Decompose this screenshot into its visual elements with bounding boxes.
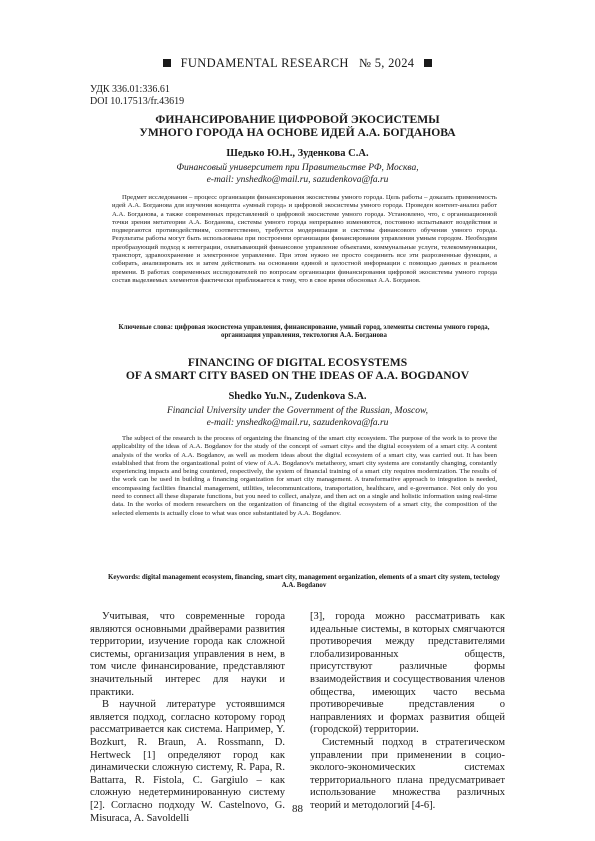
paragraph: Системный подход в стратегическом управлении при применении в социо-эколого-экономических системах территориального плана предусматривает использование множества различных теорий и методологий [4-6].	[310, 736, 505, 811]
email-ru: e-mail: ynshedko@mail.ru, sazudenkova@fa.ru	[206, 174, 389, 185]
page-number: 88	[292, 803, 303, 815]
journal-issue: № 5, 2024	[359, 56, 415, 70]
title-en-line2: OF A SMART CITY BASED ON THE IDEAS OF A.A. BOGDANOV	[125, 369, 470, 382]
doi: DOI 10.17513/fr.43619	[90, 95, 185, 107]
journal-name: FUNDAMENTAL RESEARCH	[180, 56, 349, 70]
paragraph: [3], города можно рассматривать как идеальные системы, в которых смягчаются противоречия между представителями глобализированных обществ, присутствуют различные формы взаимодействия и сосуществования членов общества, имеющих часто весьма противоречивые представления о направлениях и формах развития общей (городской) территории.	[310, 611, 505, 736]
body-column-right	[310, 611, 505, 813]
email-en: e-mail: ynshedko@mail.ru, sazudenkova@fa.ru	[206, 417, 389, 428]
affiliation-ru-text: Финансовый университет при Правительстве РФ, Москва,	[176, 163, 419, 173]
paragraph: В научной литературе устоявшимся является подход, согласно которому город рассматривается как система. Например, Y. Bozkurt, R. Braun, A. Rossmann, D. Hertweck [1] определяют город как динамически сложную систему, R. Papa, R. Battarra, R. Fistola, C. Gargiulo – как сложную недетерминированную систему [2]. Согласно подходу W. Castelnovo, G. Misuraca, A. Savoldelli	[90, 699, 285, 824]
affiliation-english	[90, 406, 505, 429]
affiliation-russian	[90, 163, 505, 186]
title-russian	[90, 113, 505, 139]
abstract-russian: Предмет исследования – процесс организации финансирования экосистемы умного города. Цель работы – доказать применимость идей А.А. Богданова для изучения концепта «умный город» и цифровой экосистемы умного города. Проведен контент-анализ работ А.А. Богданова, а также современных представлений о цифровой экосистеме умного города. Установлено, что, с организационной точки зрения метатеории А.А. Богданова, системы умного города непрерывно изменяются, постоянно испытывают воздействия и подвергаются противодействиям, соответственно, требуется модернизация и системы финансового обучения умного города. Результаты работы могут быть использованы при построении организации финансирования управления умным городом. Необходим преобразующий подход к интеграции, охватывающий финансовое управление объектами, коммунальные услуги, телекоммуникации, транспорт, здравоохранение и электронное управление. При этом нужно не просто соединить все эти разрозненные функции, а собирать, анализировать их и затем действовать на основании единой и целостной информации с помощью данных в реальном времени. В работах современных исследователей по вопросам организации финансирования цифровой экосистемы умного города состав выделяемых элементов фактически приближается к тому, что в свое время обосновал А.А. Богданов.	[112, 194, 497, 284]
title-en-line1: FINANCING OF DIGITAL ECOSYSTEMS	[187, 356, 408, 369]
title-ru-line2: УМНОГО ГОРОДА НА ОСНОВЕ ИДЕЙ А.А. БОГДАНОВА	[139, 126, 456, 139]
paragraph: Учитывая, что современные города являются основными драйверами развития территории, изучение города как сложной системы, организация управления в нем, в том числе финансирование, представляют значительный интерес для науки и практики.	[90, 611, 285, 698]
authors-russian: Шедько Ю.Н., Зуденкова С.А.	[226, 148, 369, 159]
square-bullet-icon	[163, 59, 171, 67]
title-ru-line1: ФИНАНСИРОВАНИЕ ЦИФРОВОЙ ЭКОСИСТЕМЫ	[155, 113, 440, 126]
abstract-english: The subject of the research is the process of organizing the financing of the smart city ecosystem. The purpose of the work is to prove the applicability of the ideas of A.A. Bogdanov for the study of the concept of «smart city» and the digital ecosystem of a smart city. A content analysis of the works of A.A. Bogdanov, as well as modern ideas about the digital ecosystem of a smart city, was carried out. It has been established that from the organizational point of view of A.A. Bogdanov's metatheory, smart city systems are constantly changing, constantly experiencing impacts and being countered, respectively, the system of financial training of a smart city requires modernization. The results of the work can be used in building a financing organization for smart city management. A transformative approach to integration is needed, encompassing facilities financial management, utilities, telecommunications, transportation, healthcare, and e-governance. Not only do you need to connect all these disparate functions, but you need to collect, analyze, and then act on a single and holistic information using real-time data. In the works of modern researchers on the organization of financing of the digital ecosystem of a smart city, the composition of the selected elements is actually close to what was once substantiated by A.A. Bogdanov.	[112, 435, 497, 517]
udk-code: УДК 336.01:336.61	[90, 84, 170, 95]
keywords-russian: Ключевые слова: цифровая экосистема управления, финансирование, умный город, элементы системы умного города, организация управления, тектология А.А. Богданова	[118, 324, 490, 340]
identifiers	[90, 84, 184, 107]
authors-english: Shedko Yu.N., Zudenkova S.A.	[228, 391, 367, 402]
journal-header	[0, 56, 595, 71]
title-english	[90, 356, 505, 382]
square-bullet-icon	[424, 59, 432, 67]
keywords-english: Keywords: digital management ecosystem, financing, smart city, management organization, elements of a smart city system, tectology A.A. Bogdanov	[108, 574, 500, 590]
body-column-left	[90, 611, 285, 825]
affiliation-en-text: Financial University under the Government of the Russian, Moscow,	[166, 406, 429, 416]
